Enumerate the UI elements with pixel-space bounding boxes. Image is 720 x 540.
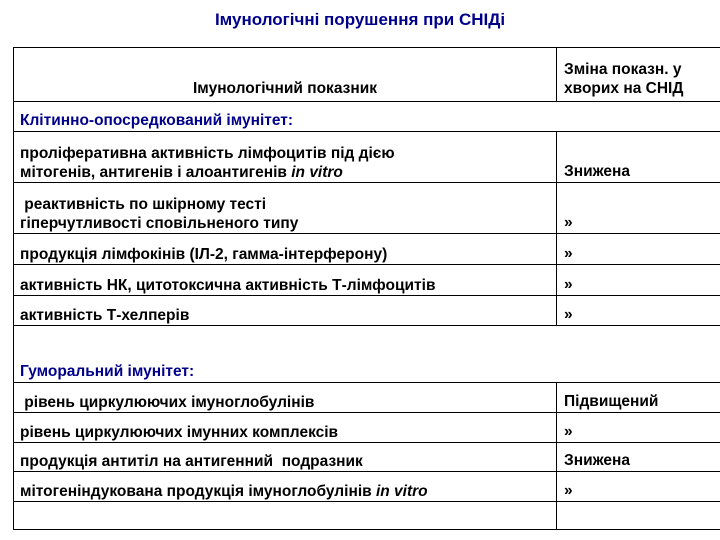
row-label-line1: реактивність по шкірному тесті [20, 196, 267, 213]
row-value: Знижена [557, 443, 720, 472]
table-row [14, 383, 720, 413]
row-label-italic: in vitro [375, 483, 428, 500]
row-label-italic: in vitro [291, 164, 343, 181]
row-label: рівень циркулюючих імунних комплексів [14, 413, 557, 443]
row-label-line2: гіперчутливості сповільненого типу [20, 215, 299, 232]
row-value: Знижена [557, 132, 720, 183]
row-value: » [557, 413, 720, 443]
row-value: » [557, 183, 720, 234]
header-change-line2: хворих на СНІД [564, 80, 684, 97]
table-row [14, 234, 720, 265]
page-title: Імунологічні порушення при СНІДі [214, 10, 506, 29]
row-label [14, 132, 557, 183]
row-value: Підвищений [557, 383, 720, 413]
header-indicator: Імунологічний показник [14, 48, 557, 102]
row-value: » [557, 296, 720, 326]
table-row [14, 183, 720, 234]
table-row [14, 443, 720, 472]
table-row [14, 413, 720, 443]
section-title-humoral: Гуморальний імунітет: [14, 326, 720, 383]
section-row-cellular [14, 102, 720, 132]
table-row [14, 472, 720, 502]
empty-cell [557, 502, 720, 530]
header-change-line1: Зміна показн. у [564, 61, 682, 78]
section-row-humoral [14, 326, 720, 383]
row-value: » [557, 265, 720, 296]
row-label: продукція антитіл на антигенний подразник [14, 443, 557, 472]
row-label: активність Т-хелперів [14, 296, 557, 326]
row-label-text: мітогеніндукована продукція імуноглобулінів [20, 483, 376, 500]
section-title-cellular: Клітинно-опосредкований імунітет: [14, 102, 720, 132]
row-label: рівень циркулюючих імуноглобулінів [14, 383, 557, 413]
row-label [14, 183, 557, 234]
table-header-row [14, 48, 720, 102]
row-label: продукція лімфокінів (ІЛ-2, гамма-інтерферону) [14, 234, 557, 265]
row-value: » [557, 234, 720, 265]
row-label: активність НК, цитотоксична активність Т-лімфоцитів [14, 265, 557, 296]
immune-disorders-table [13, 47, 720, 530]
empty-cell [14, 502, 557, 530]
table-row [14, 265, 720, 296]
row-label-line2: мітогенів, антигенів і алоантигенів [20, 164, 292, 181]
header-change [557, 48, 720, 102]
table-row [14, 132, 720, 183]
row-label-line1: проліферативна активність лімфоцитів під дією [20, 145, 395, 162]
row-label [14, 472, 557, 502]
empty-row [14, 502, 720, 530]
row-value: » [557, 472, 720, 502]
table-row [14, 296, 720, 326]
